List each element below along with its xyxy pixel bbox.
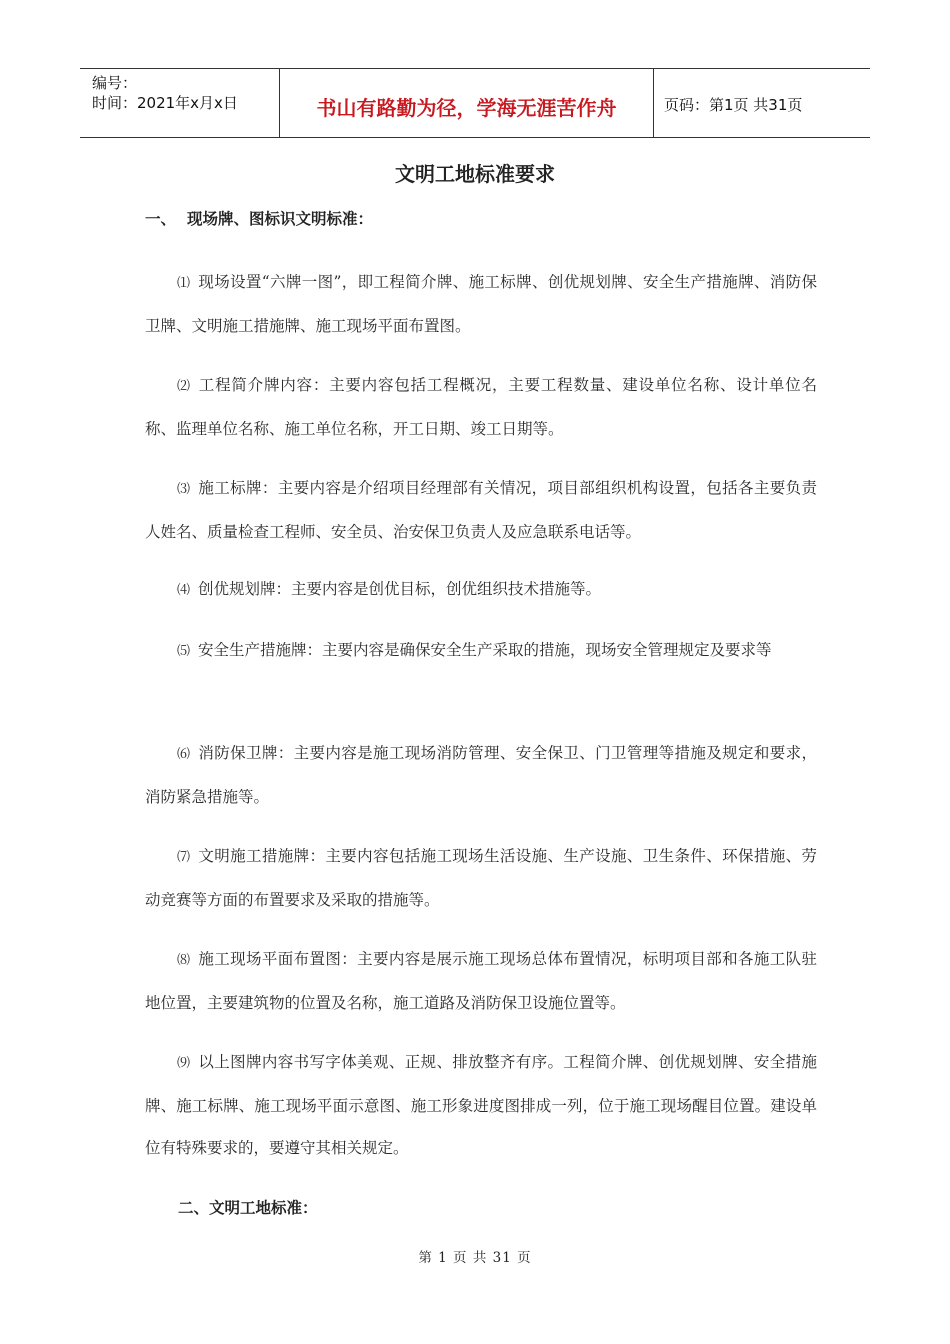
paragraph-number: ⑴ [177,276,191,291]
paragraph-9 [145,1041,817,1169]
header-time-label: 时间：2021年x月x日 [92,94,238,112]
paragraph-text: 工程简介牌内容：主要内容包括工程概况，主要工程数量、建设单位名称、设计单位名称、监理单位名称、施工单位名称，开工日期、竣工日期等。 [145,376,817,438]
paragraph-3 [145,467,817,553]
header-meta-cell [80,69,280,137]
header-motto: 书山有路勤为径，学海无涯苦作舟 [316,95,617,120]
paragraph-text: 文明施工措施牌：主要内容包括施工现场生活设施、生产设施、卫生条件、环保措施、劳动竞赛等方面的布置要求及采取的措施等。 [145,847,817,909]
paragraph-5 [145,629,817,673]
paragraph-number: ⑷ [177,583,191,598]
paragraph-text: 以上图牌内容书写字体美观、正规、排放整齐有序。工程简介牌、创优规划牌、安全措施牌、施工标牌、施工现场平面示意图、施工形象进度图排成一列，位于施工现场醒目位置。建设单位有特殊要求的，要遵守其相关规定。 [145,1053,817,1157]
header-page-info: 页码：第1页 共31页 [664,95,803,114]
section-2-heading: 二、文明工地标准： [178,1199,318,1217]
paragraph-number: ⑻ [177,953,191,968]
paragraph-1 [145,261,817,347]
paragraph-text: 消防保卫牌：主要内容是施工现场消防管理、安全保卫、门卫管理等措施及规定和要求，消防紧急措施等。 [145,744,817,806]
paragraph-8 [145,938,817,1024]
document-title: 文明工地标准要求 [395,162,555,186]
paragraph-4 [145,568,817,612]
section-1-number: 一、 [145,210,177,228]
paragraph-text: 创优规划牌：主要内容是创优目标，创优组织技术措施等。 [198,580,602,598]
paragraph-6 [145,732,817,818]
document-header [80,68,870,138]
paragraph-7 [145,835,817,921]
paragraph-number: ⑺ [177,850,191,865]
paragraph-number: ⑼ [177,1056,191,1071]
page-footer: 第 1 页 共 31 页 [418,1250,532,1266]
paragraph-text: 安全生产措施牌：主要内容是确保安全生产采取的措施，现场安全管理规定及要求等 [198,641,772,659]
paragraph-text: 施工现场平面布置图：主要内容是展示施工现场总体布置情况，标明项目部和各施工队驻地位置，主要建筑物的位置及名称，施工道路及消防保卫设施位置等。 [145,950,817,1012]
paragraph-number: ⑹ [177,747,191,762]
header-page-info-cell [654,69,870,137]
header-motto-cell [280,69,654,137]
paragraph-text: 现场设置“六牌一图”，即工程简介牌、施工标牌、创优规划牌、安全生产措施牌、消防保卫牌、文明施工措施牌、施工现场平面布置图。 [145,273,817,335]
paragraph-number: ⑵ [177,379,191,394]
paragraph-2 [145,364,817,450]
header-code-label: 编号： [92,74,138,92]
paragraph-number: ⑶ [177,482,191,497]
paragraph-number: ⑸ [177,644,191,659]
section-1-title: 现场牌、图标识文明标准： [187,210,374,228]
paragraph-text: 施工标牌：主要内容是介绍项目经理部有关情况，项目部组织机构设置，包括各主要负责人姓名、质量检查工程师、安全员、治安保卫负责人及应急联系电话等。 [145,479,817,541]
section-1-heading [145,207,373,229]
